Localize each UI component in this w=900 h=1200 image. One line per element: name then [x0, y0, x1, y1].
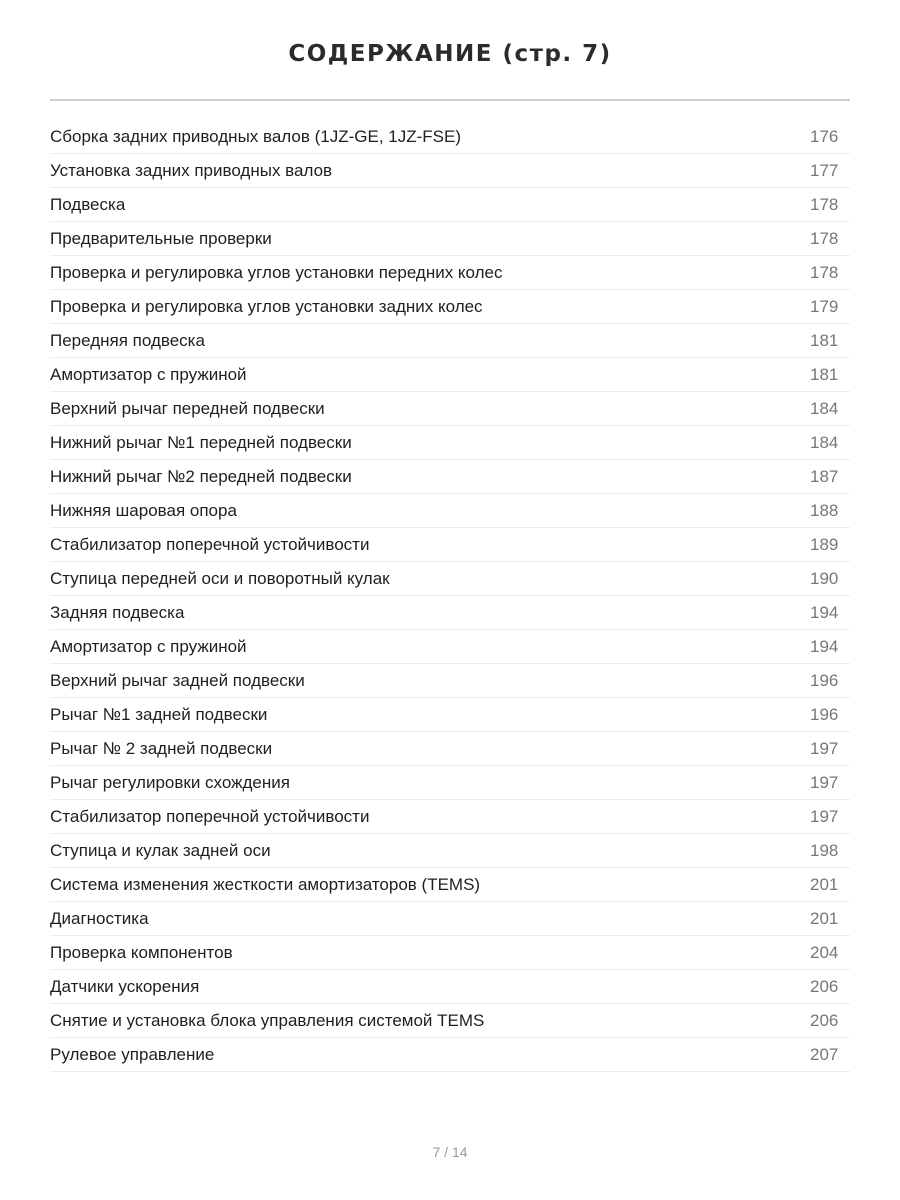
- toc-entry-title: Ступица передней оси и поворотный кулак: [50, 569, 390, 588]
- toc-entry-page: 207: [810, 1045, 839, 1064]
- toc-entry[interactable]: [50, 698, 850, 732]
- toc-entry[interactable]: [50, 120, 850, 154]
- toc-entry-page: 197: [810, 773, 839, 792]
- toc-entry-page: 184: [810, 399, 839, 418]
- toc-entry-title: Система изменения жесткости амортизаторов (TEMS): [50, 875, 481, 894]
- toc-entry-title: Рулевое управление: [50, 1045, 215, 1064]
- toc-entry[interactable]: [50, 460, 850, 494]
- toc-entry-title: Сборка задних приводных валов (1JZ-GE, 1JZ-FSE): [50, 127, 462, 146]
- toc-entry-page: 189: [810, 535, 839, 554]
- toc-entry[interactable]: [50, 426, 850, 460]
- toc-entry[interactable]: [50, 800, 850, 834]
- toc-entry[interactable]: [50, 834, 850, 868]
- toc-entry[interactable]: [50, 732, 850, 766]
- toc-entry[interactable]: [50, 188, 850, 222]
- toc-entry-page: 194: [810, 637, 839, 656]
- toc-entry-title: Снятие и установка блока управления системой TEMS: [50, 1011, 485, 1030]
- toc-entry[interactable]: [50, 766, 850, 800]
- toc-entry-page: 179: [810, 297, 839, 316]
- toc-entry-title: Диагностика: [50, 909, 149, 928]
- page-title: СОДЕРЖАНИЕ (стр. 7): [288, 41, 612, 67]
- toc-entry-title: Амортизатор с пружиной: [50, 365, 247, 384]
- toc-entry-title: Нижний рычаг №2 передней подвески: [50, 467, 352, 486]
- toc-entry-page: 178: [810, 195, 839, 214]
- toc-entry[interactable]: [50, 324, 850, 358]
- table-of-contents: [50, 120, 850, 1072]
- toc-entry[interactable]: [50, 664, 850, 698]
- toc-entry-title: Стабилизатор поперечной устойчивости: [50, 535, 370, 554]
- toc-entry-page: 201: [810, 875, 839, 894]
- toc-entry[interactable]: [50, 596, 850, 630]
- toc-entry-page: 201: [810, 909, 839, 928]
- toc-entry-page: 177: [810, 161, 839, 180]
- toc-entry[interactable]: [50, 630, 850, 664]
- toc-entry-page: 197: [810, 739, 839, 758]
- toc-entry-title: Амортизатор с пружиной: [50, 637, 247, 656]
- toc-entry-title: Верхний рычаг передней подвески: [50, 399, 325, 418]
- toc-entry-page: 184: [810, 433, 839, 452]
- toc-entry-title: Рычаг №1 задней подвески: [50, 705, 268, 724]
- toc-entry[interactable]: [50, 154, 850, 188]
- toc-entry-title: Задняя подвеска: [50, 603, 185, 622]
- toc-entry-page: 206: [810, 1011, 839, 1030]
- toc-entry-title: Установка задних приводных валов: [50, 161, 333, 180]
- toc-entry-page: 196: [810, 671, 839, 690]
- toc-entry[interactable]: [50, 256, 850, 290]
- toc-entry-page: 178: [810, 263, 839, 282]
- toc-entry[interactable]: [50, 970, 850, 1004]
- toc-entry[interactable]: [50, 868, 850, 902]
- toc-entry-title: Стабилизатор поперечной устойчивости: [50, 807, 370, 826]
- toc-entry-title: Рычаг № 2 задней подвески: [50, 739, 273, 758]
- toc-entry-title: Верхний рычаг задней подвески: [50, 671, 305, 690]
- toc-entry[interactable]: [50, 290, 850, 324]
- toc-entry-title: Нижняя шаровая опора: [50, 501, 237, 520]
- toc-entry[interactable]: [50, 528, 850, 562]
- toc-entry[interactable]: [50, 902, 850, 936]
- toc-entry-page: 188: [810, 501, 839, 520]
- toc-entry[interactable]: [50, 936, 850, 970]
- toc-entry[interactable]: [50, 562, 850, 596]
- toc-entry[interactable]: [50, 1038, 850, 1072]
- toc-entry-page: 176: [810, 127, 839, 146]
- toc-entry-title: Датчики ускорения: [50, 977, 200, 996]
- toc-entry-title: Проверка и регулировка углов установки передних колес: [50, 263, 503, 282]
- toc-entry-page: 187: [810, 467, 839, 486]
- toc-entry-page: 197: [810, 807, 839, 826]
- toc-entry-title: Подвеска: [50, 195, 126, 214]
- toc-entry-title: Рычаг регулировки схождения: [50, 773, 290, 792]
- toc-entry-page: 181: [810, 365, 839, 384]
- toc-entry[interactable]: [50, 392, 850, 426]
- toc-entry[interactable]: [50, 494, 850, 528]
- toc-entry-title: Ступица и кулак задней оси: [50, 841, 271, 860]
- toc-entry-page: 178: [810, 229, 839, 248]
- toc-entry-title: Проверка и регулировка углов установки задних колес: [50, 297, 483, 316]
- toc-entry-page: 206: [810, 977, 839, 996]
- page-indicator: 7 / 14: [432, 1144, 468, 1160]
- toc-entry-page: 181: [810, 331, 839, 350]
- toc-entry-title: Нижний рычаг №1 передней подвески: [50, 433, 352, 452]
- toc-entry-page: 194: [810, 603, 839, 622]
- toc-entry-title: Проверка компонентов: [50, 943, 233, 962]
- toc-entry-page: 198: [810, 841, 839, 860]
- toc-entry[interactable]: [50, 358, 850, 392]
- toc-entry[interactable]: [50, 222, 850, 256]
- toc-entry-page: 204: [810, 943, 839, 962]
- toc-entry-page: 190: [810, 569, 839, 588]
- toc-entry-title: Передняя подвеска: [50, 331, 205, 350]
- toc-entry-title: Предварительные проверки: [50, 229, 272, 248]
- title-divider: [50, 99, 850, 101]
- toc-entry[interactable]: [50, 1004, 850, 1038]
- toc-entry-page: 196: [810, 705, 839, 724]
